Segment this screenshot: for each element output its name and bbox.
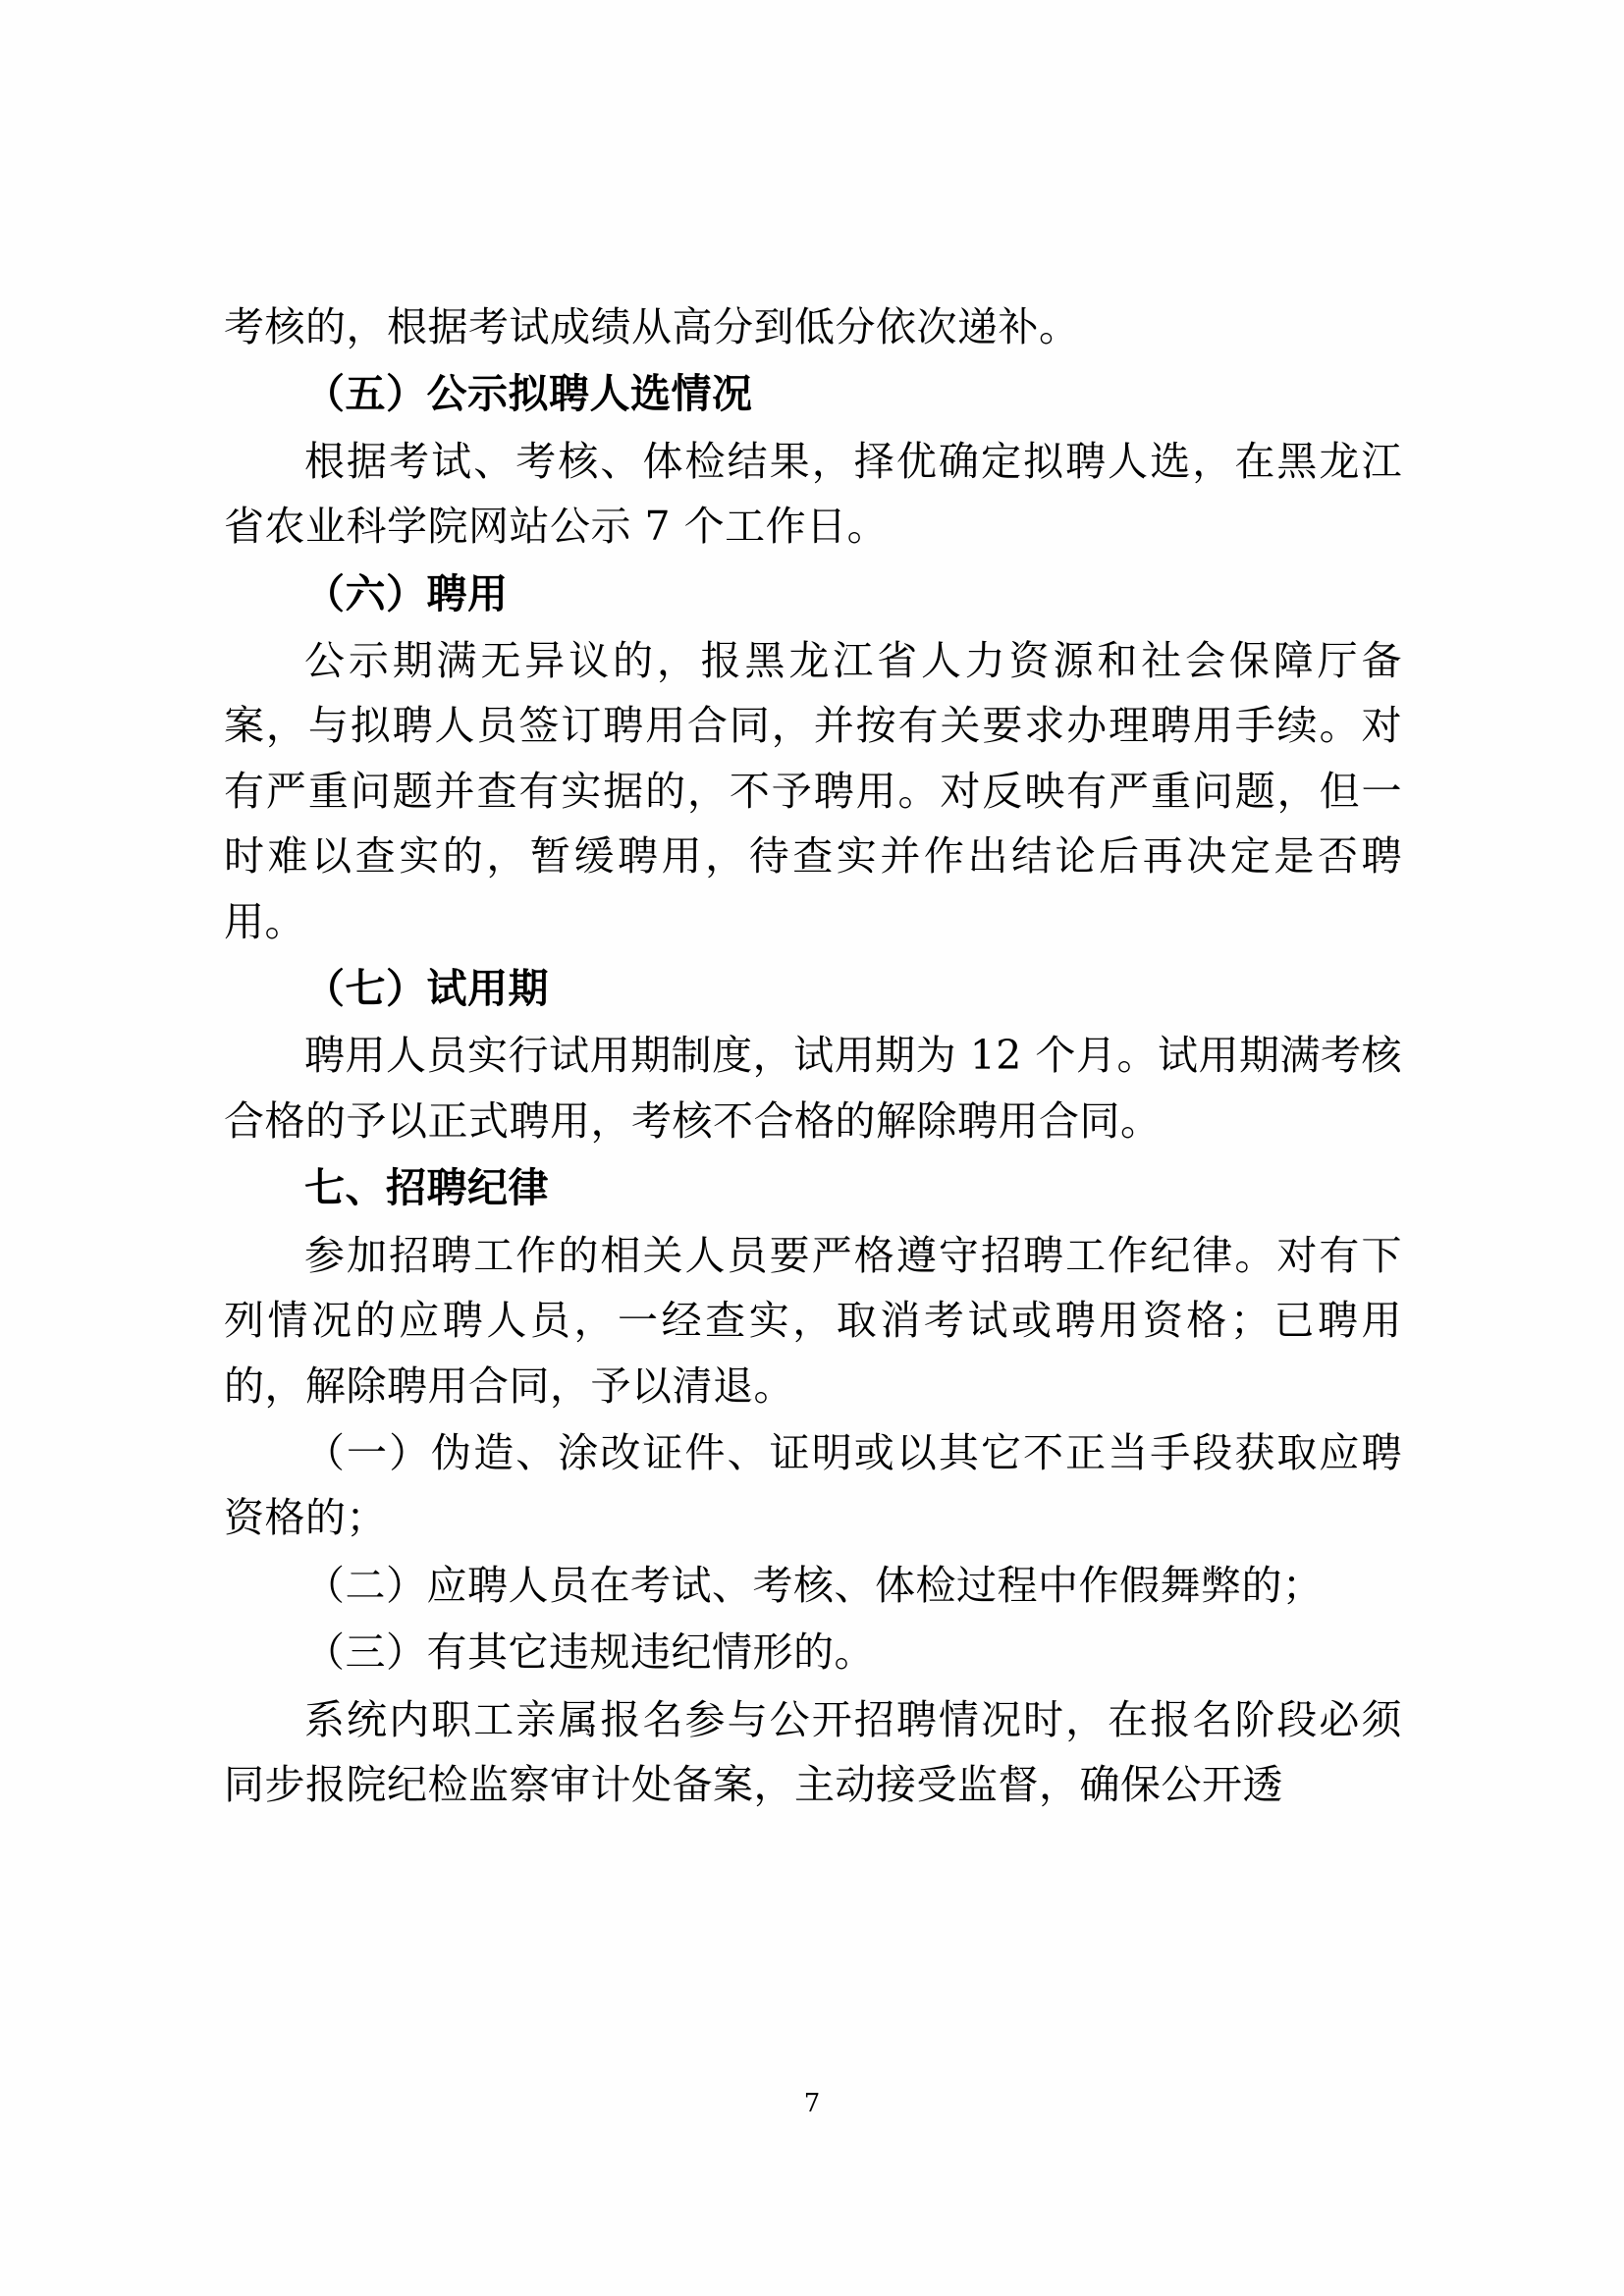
paragraph-discipline-item-one: （一）伪造、涂改证件、证明或以其它不正当手段获取应聘资格的；: [224, 1428, 1402, 1542]
paragraph-relatives-registration: 系统内职工亲属报名参与公开招聘情况时，在报名阶段必须同步报院纪检监察审计处备案，主动接受监督，确保公开透: [224, 1695, 1402, 1808]
section-heading-recruitment-discipline: 七、招聘纪律: [304, 1164, 549, 1212]
paragraph-continuation: 考核的，根据考试成绩从高分到低分依次递补。: [224, 303, 1080, 350]
section-heading-six: （六）聘用: [304, 569, 509, 617]
paragraph-probation: 聘用人员实行试用期制度，试用期为 12 个月。试用期满考核合格的予以正式聘用，考核不合格的解除聘用合同。: [224, 1032, 1402, 1145]
document-body: [224, 294, 1402, 1819]
section-heading-seven: （七）试用期: [304, 965, 549, 1013]
paragraph-discipline-item-three: （三）有其它违规违纪情形的。: [304, 1629, 875, 1677]
paragraph-discipline-intro: 参加招聘工作的相关人员要严格遵守招聘工作纪律。对有下列情况的应聘人员，一经查实，取消考试或聘用资格；已聘用的，解除聘用合同，予以清退。: [224, 1231, 1402, 1410]
paragraph-publicity-candidates: 根据考试、考核、体检结果，择优确定拟聘人选，在黑龙江省农业科学院网站公示 7 个工作日。: [224, 437, 1402, 551]
paragraph-discipline-item-two: （二）应聘人员在考试、考核、体检过程中作假舞弊的；: [304, 1561, 1324, 1609]
page-number: 7: [803, 2089, 821, 2118]
section-heading-five: （五）公示拟聘人选情况: [304, 370, 753, 418]
paragraph-employment: 公示期满无异议的，报黑龙江省人力资源和社会保障厅备案，与拟聘人员签订聘用合同，并按有关要求办理聘用手续。对有严重问题并查有实据的，不予聘用。对反映有严重问题，但一时难以查实的，暂缓聘用，待查实并作出结论后再决定是否聘用。: [224, 637, 1402, 945]
